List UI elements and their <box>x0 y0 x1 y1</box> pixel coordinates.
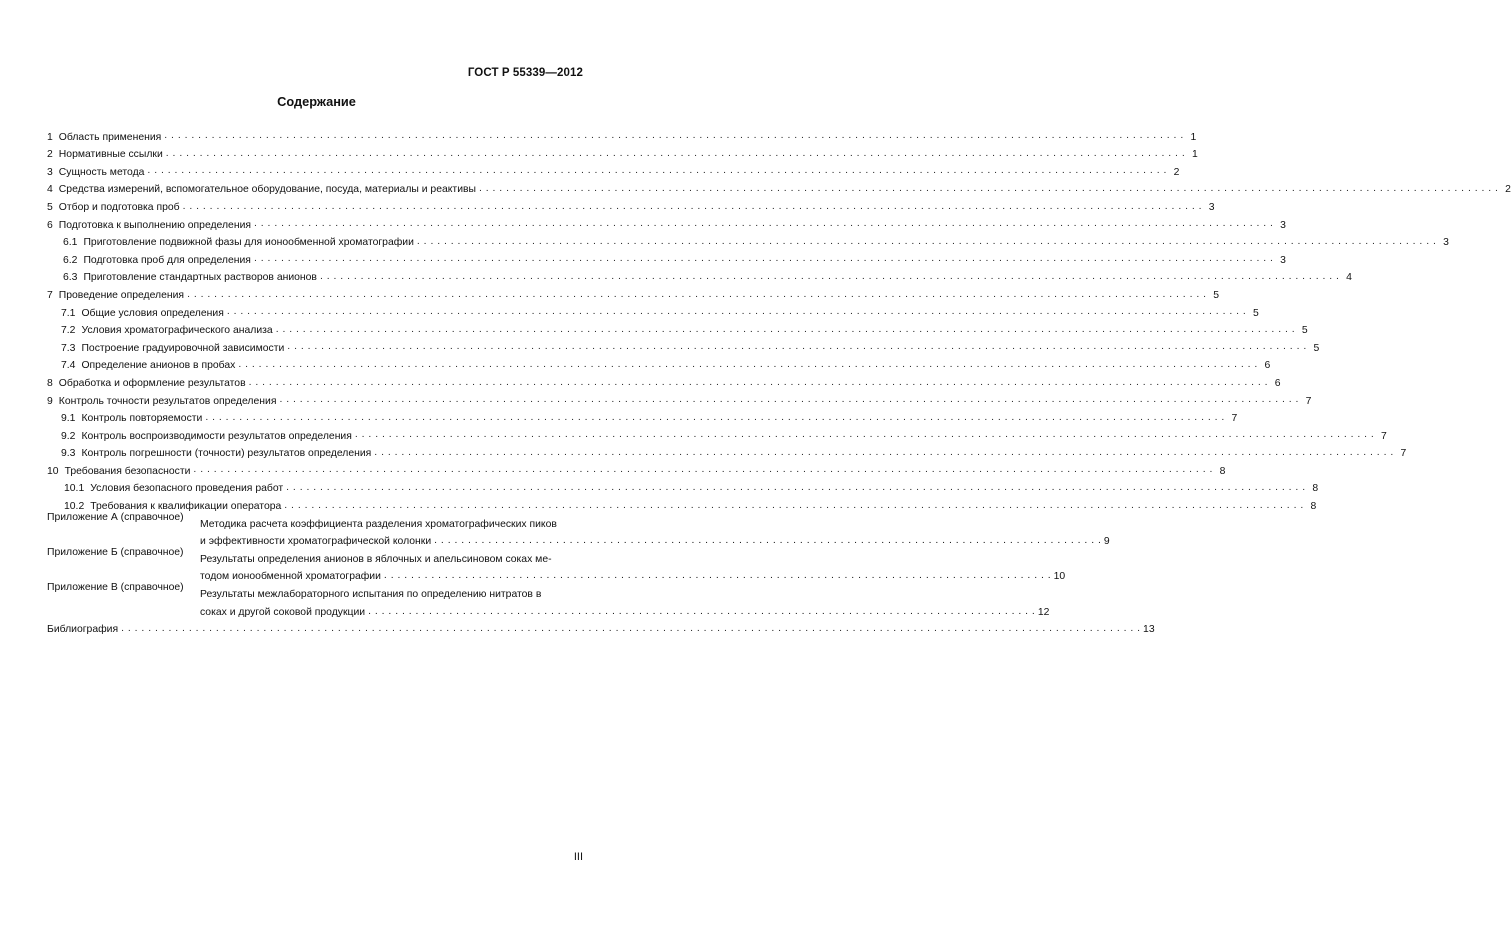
toc-entry[interactable] <box>47 459 1226 477</box>
toc-entry-number: 6.1 <box>63 237 78 249</box>
toc-entry[interactable] <box>47 178 1511 196</box>
toc-entry[interactable] <box>47 160 1180 178</box>
toc-entry-label: Определение анионов в пробах <box>81 360 236 372</box>
toc-entry-page: 13 <box>1143 624 1155 636</box>
toc-entry[interactable] <box>47 389 1312 407</box>
toc-entry[interactable] <box>47 354 1271 372</box>
toc-entry-label: Приготовление подвижной фазы для ионообменной хроматографии <box>83 237 414 249</box>
toc-entry-label: Обработка и оформление результатов <box>58 377 246 389</box>
toc-title: Содержание <box>277 94 356 109</box>
toc-entry-number: 8 <box>47 377 53 389</box>
toc-entry-number: 2 <box>47 149 53 161</box>
toc-entry-number: 3 <box>47 166 53 178</box>
toc-entry-page: 3 <box>1208 201 1215 213</box>
toc-entry-page: 2 <box>1173 166 1180 178</box>
toc-entry-page: 4 <box>1346 272 1352 284</box>
toc-entry-label: Построение градуировочной зависимости <box>81 342 285 354</box>
toc-entry-page: 2 <box>1505 184 1511 196</box>
dot-leader <box>254 219 1273 229</box>
dot-leader <box>286 483 1305 493</box>
toc-entry-label: Подготовка проб для определения <box>83 254 251 266</box>
toc-entry-number: 6.3 <box>63 272 78 284</box>
document-code: ГОСТ Р 55339—2012 <box>467 67 583 79</box>
toc-entry-number: 5 <box>47 201 53 213</box>
toc-entry-number: 7.3 <box>61 342 76 354</box>
toc-entry-label: Отбор и подготовка проб <box>58 201 180 213</box>
toc-entry[interactable] <box>47 213 1286 231</box>
toc-entry-label: Контроль точности результатов определения <box>58 395 277 407</box>
toc-entry-page: 12 <box>1037 606 1050 618</box>
toc-entry-page: 7 <box>1381 430 1387 442</box>
appendix-title-line1: Результаты определения анионов в яблочных и апельсиновом соках ме- <box>200 553 552 565</box>
toc-entry-number: 1 <box>47 131 53 143</box>
toc-entry-page: 8 <box>1219 465 1226 477</box>
toc-entry-label: Общие условия определения <box>81 307 224 319</box>
dot-leader <box>205 413 1224 423</box>
toc-entry-number: 7.1 <box>61 307 76 319</box>
toc-entry[interactable] <box>47 407 1238 425</box>
toc-entry[interactable] <box>47 371 1281 389</box>
toc-entry-label: Требования безопасности <box>64 465 191 477</box>
toc-entry[interactable] <box>47 494 1317 513</box>
toc-entry-number: 4 <box>47 184 53 196</box>
dot-leader <box>374 448 1393 458</box>
appendix-heading: Приложение В (справочное) <box>47 582 184 594</box>
toc-entry-page: 7 <box>1305 395 1312 407</box>
toc-entry-label: Область применения <box>58 131 162 143</box>
toc-appendix-a[interactable] <box>47 512 1110 548</box>
toc-entry-page: 10 <box>1053 571 1066 583</box>
toc-entry[interactable] <box>47 266 1352 284</box>
toc-entry-label: Контроль воспроизводимости результатов определения <box>81 430 352 442</box>
toc-entry-number: 6.2 <box>63 254 78 266</box>
appendix-title-line1: Результаты межлабораторного испытания по определению нитратов в <box>200 589 542 601</box>
toc-entry-page: 1 <box>1191 149 1198 161</box>
dot-leader <box>227 307 1246 317</box>
toc-entry-label: Средства измерений, вспомогательное оборудование, посуда, материалы и реактивы <box>58 184 476 196</box>
toc-entry[interactable] <box>47 125 1197 143</box>
toc-entry-label: Проведение определения <box>58 289 185 301</box>
appendix-title-line1: Методика расчета коэффициента разделения хроматографических пиков <box>200 518 557 530</box>
toc-entry-page: 3 <box>1280 254 1286 266</box>
dot-leader <box>121 624 1140 634</box>
toc-entry[interactable] <box>47 336 1320 354</box>
toc-entry[interactable] <box>47 248 1286 266</box>
toc-entry-page: 8 <box>1312 483 1319 495</box>
toc-entry-bibliography[interactable] <box>47 618 1155 636</box>
dot-leader <box>279 395 1298 405</box>
toc-entry-number: 7.4 <box>61 360 76 372</box>
dot-leader <box>164 131 1183 141</box>
toc-entry-page: 3 <box>1443 237 1449 249</box>
dot-leader <box>249 378 1268 388</box>
dot-leader <box>193 465 1212 475</box>
toc-entry-label: Условия хроматографического анализа <box>81 325 273 337</box>
toc-entry-label: Нормативные ссылки <box>58 149 163 161</box>
toc-entry-number: 7 <box>47 289 53 301</box>
toc-entry[interactable] <box>47 477 1319 495</box>
toc-appendix-b[interactable] <box>47 547 1066 583</box>
toc-entry-label: Контроль повторяемости <box>81 413 203 425</box>
toc-entry-label: Сущность метода <box>58 166 145 178</box>
dot-leader <box>254 254 1273 264</box>
toc-entry[interactable] <box>47 231 1449 249</box>
dot-leader <box>276 325 1295 335</box>
dot-leader <box>187 290 1206 300</box>
toc-entry-page: 5 <box>1313 342 1320 354</box>
toc-entry[interactable] <box>47 424 1387 442</box>
dot-leader <box>434 535 1101 546</box>
page-number: III <box>573 851 583 863</box>
toc-entry-number: 10.1 <box>64 483 85 495</box>
toc-entry[interactable] <box>47 319 1308 337</box>
dot-leader <box>368 606 1035 617</box>
toc-entry[interactable] <box>47 283 1220 301</box>
toc-entry-page: 5 <box>1253 307 1259 319</box>
toc-entry-page: 9 <box>1103 536 1110 548</box>
toc-entry-page: 5 <box>1213 289 1220 301</box>
toc-entry-page: 6 <box>1264 360 1271 372</box>
dot-leader <box>320 272 1339 282</box>
toc-entry-page: 5 <box>1301 325 1308 337</box>
toc-entry-label: Контроль погрешности (точности) результатов определения <box>81 448 372 460</box>
appendix-title-line2: соках и другой соковой продукции <box>200 606 366 618</box>
toc-entry-number: 7.2 <box>61 325 76 337</box>
dot-leader <box>479 184 1498 194</box>
toc-entry-label: Библиография <box>47 624 119 636</box>
dot-leader <box>238 360 1257 370</box>
toc-entry-label: Приготовление стандартных растворов анионов <box>83 272 317 284</box>
dot-leader <box>384 570 1051 581</box>
table-of-contents <box>47 125 1511 636</box>
toc-entry-number: 9 <box>47 395 53 407</box>
toc-entry-page: 8 <box>1310 501 1317 513</box>
toc-entry-number: 9.1 <box>61 413 76 425</box>
toc-entry-label: Подготовка к выполнению определения <box>58 219 251 231</box>
appendix-title-line2: тодом ионообменной хроматографии <box>200 571 381 583</box>
toc-entry-label: Условия безопасного проведения работ <box>90 483 284 495</box>
appendix-heading: Приложение Б (справочное) <box>47 547 184 559</box>
toc-entry-page: 7 <box>1400 448 1407 460</box>
toc-entry-page: 1 <box>1190 131 1197 143</box>
appendix-title-line2: и эффективности хроматографической колонки <box>200 536 432 548</box>
dot-leader <box>166 149 1185 159</box>
toc-entry-page: 6 <box>1274 377 1281 389</box>
toc-entry-number: 10 <box>47 465 59 477</box>
toc-entry-number: 9.2 <box>61 430 76 442</box>
dot-leader <box>417 237 1436 247</box>
toc-entry-number: 9.3 <box>61 448 76 460</box>
toc-entry[interactable] <box>47 143 1198 161</box>
toc-entry-page: 7 <box>1231 413 1238 425</box>
toc-entry-page: 3 <box>1280 219 1286 231</box>
dot-leader <box>147 166 1166 176</box>
toc-entry-number: 10.2 <box>64 501 85 513</box>
toc-entry[interactable] <box>47 195 1215 213</box>
appendix-heading: Приложение А (справочное) <box>47 512 184 524</box>
dot-leader <box>287 342 1306 352</box>
dot-leader <box>355 430 1374 440</box>
toc-appendix-c[interactable] <box>47 582 1050 618</box>
dot-leader <box>284 501 1303 511</box>
toc-entry-label: Требования к квалификации оператора <box>90 501 282 513</box>
toc-entry[interactable] <box>47 301 1259 319</box>
toc-entry[interactable] <box>47 442 1407 460</box>
toc-entry-number: 6 <box>47 219 53 231</box>
dot-leader <box>183 202 1202 212</box>
